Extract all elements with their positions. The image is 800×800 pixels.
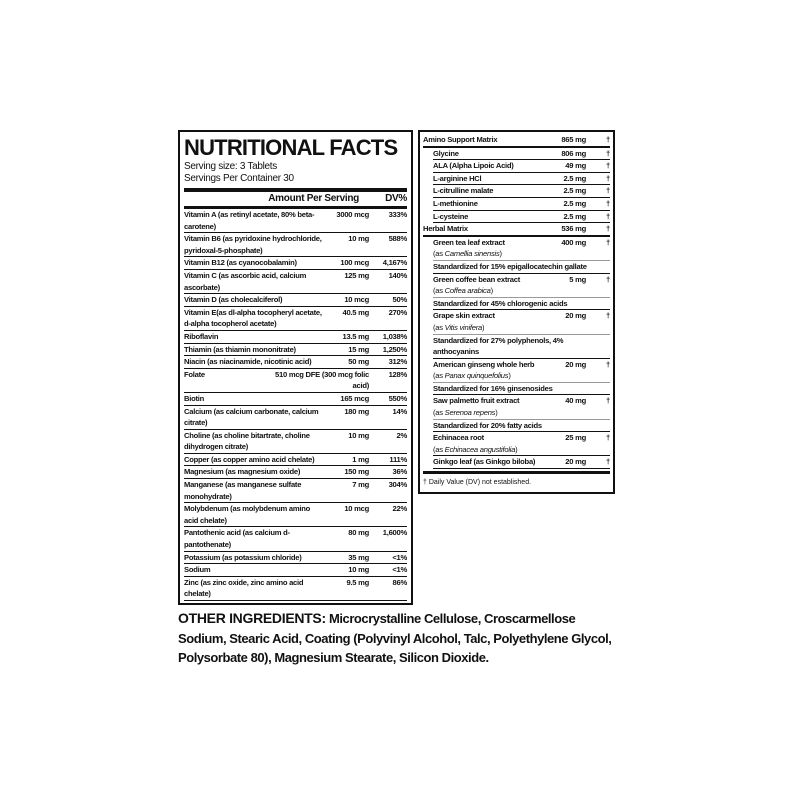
nutrient-list	[184, 209, 407, 601]
nutrient-amount: 50 mg	[348, 357, 369, 367]
ingredient-name: ALA (Alpha Lipoic Acid)	[433, 161, 514, 171]
ingredient-name-cell	[433, 237, 550, 260]
ingredient-name-cell	[433, 456, 550, 468]
ingredient-name: L-methionine	[433, 198, 478, 208]
dagger-mark: †	[606, 224, 610, 234]
dagger-mark: †	[606, 311, 610, 321]
ingredient-amount: 49 mg	[565, 161, 586, 171]
nutrient-row	[184, 294, 407, 307]
nutrient-amount: 165 mcg	[340, 393, 369, 403]
dagger-mark: †	[606, 457, 610, 467]
nutrient-dv: 333%	[388, 210, 407, 219]
ingredient-name-cell	[433, 310, 550, 333]
dagger-mark: †	[606, 396, 610, 406]
ingredient-amount: 2.5 mg	[563, 198, 586, 208]
dagger-mark: †	[606, 173, 610, 183]
nutrient-row	[184, 503, 407, 527]
nutrient-name: Vitamin C (as ascorbic acid, calcium ascorbate)	[184, 270, 307, 292]
ingredient-amount: 20 mg	[565, 457, 586, 467]
amino-matrix-row	[423, 134, 610, 148]
nutrient-amount: 40.5 mg	[342, 307, 369, 317]
amino-row	[433, 185, 610, 198]
nutrient-dv: 1,038%	[382, 331, 407, 341]
herbal-row	[433, 395, 610, 419]
standardization-note: Standardized for 15% epigallocatechin gallate	[433, 261, 610, 274]
nutrient-amount: 510 mcg DFE (300 mcg folic acid)	[275, 369, 369, 391]
amino-row	[433, 148, 610, 161]
column-header	[184, 192, 407, 209]
ingredient-label: Ginkgo leaf (as Ginkgo biloba)	[433, 457, 536, 467]
nutrient-row	[184, 356, 407, 369]
nutrient-amount: 10 mg	[348, 234, 369, 244]
dagger-mark: †	[606, 211, 610, 221]
ingredient-amount: 20 mg	[565, 359, 586, 369]
nutrient-name: Copper (as copper amino acid chelate)	[184, 454, 315, 464]
nutrient-dv: <1%	[392, 552, 407, 562]
supplement-matrix-panel	[418, 130, 615, 494]
other-ingredients	[178, 609, 623, 668]
footnote: † Daily Value (DV) not established.	[423, 471, 610, 490]
ingredient-amount: 2.5 mg	[563, 173, 586, 183]
amino-row	[433, 198, 610, 211]
herbal-row	[433, 359, 610, 383]
nutrient-row	[184, 430, 407, 454]
herbal-matrix-amount: 536 mg	[561, 224, 586, 234]
nutrient-name: Vitamin D (as cholecalciferol)	[184, 295, 283, 305]
nutrient-amount: 150 mg	[344, 467, 369, 477]
ingredient-source: (as Echinacea angustifolia)	[433, 444, 518, 454]
nutrient-name: Sodium	[184, 565, 211, 575]
herbal-matrix-name: Herbal Matrix	[423, 224, 468, 234]
ingredient-source: (as Serenoa repens)	[433, 408, 498, 418]
nutrient-row	[184, 233, 407, 257]
herbal-list	[423, 237, 610, 469]
nutrient-name: Thiamin (as thiamin mononitrate)	[184, 344, 296, 354]
nutrient-name: Manganese (as manganese sulfate monohydrate)	[184, 480, 302, 501]
nutrient-dv: 50%	[392, 295, 407, 305]
nutrient-row	[184, 564, 407, 577]
nutrient-row	[184, 307, 407, 331]
ingredient-amount: 20 mg	[565, 311, 586, 321]
nutrient-row	[184, 454, 407, 467]
amino-row	[433, 173, 610, 186]
ingredient-name: L-arginine HCl	[433, 173, 482, 183]
herbal-row	[433, 274, 610, 298]
herbal-row	[433, 456, 610, 469]
nutrient-row	[184, 369, 407, 393]
nutrient-name: Molybdenum (as molybdenum amino acid chelate)	[184, 504, 310, 525]
nutrient-row	[184, 577, 407, 601]
amount-header: Amount Per Serving	[268, 193, 359, 204]
nutrient-row	[184, 331, 407, 344]
nutrient-dv: 128%	[388, 369, 407, 379]
nutrient-dv: 588%	[388, 234, 407, 244]
nutrient-amount: 7 mg	[352, 480, 369, 490]
herbal-row	[433, 310, 610, 334]
nutrient-row	[184, 406, 407, 430]
nutrient-amount: 35 mg	[348, 552, 369, 562]
nutrient-dv: 270%	[388, 307, 407, 317]
standardization-note: Standardized for 27% polyphenols, 4% anthocyanins	[433, 335, 610, 359]
standardization-note: Standardized for 16% ginsenosides	[433, 383, 610, 396]
dagger-mark: †	[606, 148, 610, 158]
nutrient-amount: 125 mg	[344, 270, 369, 280]
amino-row	[433, 211, 610, 224]
ingredient-name-cell	[433, 274, 550, 297]
nutrient-dv: 140%	[388, 270, 407, 280]
nutrient-amount: 80 mg	[348, 528, 369, 538]
nutrient-name: Folate	[184, 369, 205, 379]
nutrient-amount: 9.5 mg	[346, 577, 369, 587]
standardization-note: Standardized for 20% fatty acids	[433, 420, 610, 433]
standardization-note: Standardized for 45% chlorogenic acids	[433, 298, 610, 311]
nutrient-name: Zinc (as zinc oxide, zinc amino acid chelate)	[184, 577, 304, 599]
ingredient-name-cell	[433, 432, 550, 455]
nutrient-dv: 1,600%	[382, 528, 407, 538]
ingredient-name: Glycine	[433, 148, 459, 158]
dagger-mark: †	[606, 359, 610, 369]
nutrient-amount: 1 mg	[352, 454, 369, 464]
ingredient-amount: 400 mg	[561, 237, 586, 247]
dagger-mark: †	[606, 433, 610, 443]
herbal-row	[433, 432, 610, 456]
dv-header: DV%	[385, 193, 407, 204]
nutrient-row	[184, 527, 407, 551]
ingredient-label: Green tea leaf extract	[433, 237, 505, 247]
ingredient-amount: 2.5 mg	[563, 186, 586, 196]
serving-size: Serving size: 3 Tablets	[184, 161, 277, 172]
nutrient-amount: 10 mcg	[344, 504, 369, 514]
ingredient-source: (as Panax quinquefolius)	[433, 371, 511, 381]
amino-matrix-name: Amino Support Matrix	[423, 135, 498, 144]
amino-matrix-amount: 865 mg	[561, 135, 586, 144]
nutrient-dv: 304%	[388, 480, 407, 490]
other-ingredients-label: OTHER INGREDIENTS:	[178, 610, 326, 626]
nutrient-dv: 86%	[392, 577, 407, 587]
herbal-matrix-row	[423, 223, 610, 237]
nutrient-row	[184, 393, 407, 406]
ingredient-name: L-cysteine	[433, 211, 469, 221]
ingredient-label: Grape skin extract	[433, 311, 495, 321]
ingredient-label: Saw palmetto fruit extract	[433, 396, 520, 406]
nutrient-dv: 14%	[392, 406, 407, 416]
nutrient-name: Potassium (as potassium chloride)	[184, 552, 302, 562]
nutrient-amount: 15 mg	[348, 344, 369, 354]
nutrient-amount: 13.5 mg	[342, 331, 369, 341]
nutrient-row	[184, 466, 407, 479]
nutrient-name: Choline (as choline bitartrate, choline dihydrogen citrate)	[184, 430, 310, 452]
dagger-mark: †	[606, 198, 610, 208]
nutrient-amount: 3000 mcg	[336, 210, 369, 219]
ingredient-label: Green coffee bean extract	[433, 274, 521, 284]
ingredient-amount: 2.5 mg	[563, 211, 586, 221]
nutrient-name: Niacin (as niacinamide, nicotinic acid)	[184, 357, 312, 367]
ingredient-amount: 806 mg	[561, 148, 586, 158]
nutrient-amount: 180 mg	[344, 406, 369, 416]
nutrient-name: Vitamin B6 (as pyridoxine hydrochloride, pyridoxal-5-phosphate)	[184, 234, 322, 255]
herbal-row	[433, 237, 610, 261]
panel-title: NUTRITIONAL FACTS	[184, 135, 398, 160]
amino-list	[423, 148, 610, 224]
dagger-mark: †	[606, 186, 610, 196]
ingredient-amount: 25 mg	[565, 433, 586, 443]
nutrient-amount: 10 mg	[348, 565, 369, 575]
nutrient-row	[184, 270, 407, 294]
ingredient-name-cell	[433, 359, 550, 382]
ingredient-amount: 5 mg	[569, 274, 586, 284]
nutrient-name: Pantothenic acid (as calcium d-pantothenate)	[184, 528, 290, 550]
dagger-mark: †	[606, 274, 610, 284]
nutrient-dv: 4,167%	[382, 258, 407, 268]
ingredient-source: (as Camellia sinensis)	[433, 249, 502, 259]
ingredient-name-cell	[433, 395, 550, 418]
nutrient-name: Magnesium (as magnesium oxide)	[184, 467, 301, 477]
nutrient-name: Vitamin B12 (as cyanocobalamin)	[184, 258, 297, 268]
nutrient-name: Biotin	[184, 393, 205, 403]
ingredient-label: American ginseng whole herb	[433, 359, 535, 369]
nutrient-row	[184, 479, 407, 503]
nutrient-dv: 2%	[396, 430, 407, 440]
nutrient-name: Calcium (as calcium carbonate, calcium citrate)	[184, 406, 319, 428]
ingredient-name: L-citrulline malate	[433, 186, 494, 196]
ingredient-label: Echinacea root	[433, 433, 484, 443]
nutrient-dv: 22%	[392, 504, 407, 514]
nutrient-dv: 1,250%	[382, 344, 407, 354]
nutrient-dv: 550%	[388, 393, 407, 403]
ingredient-source: (as Vitis vinifera)	[433, 322, 485, 332]
ingredient-source: (as Coffea arabica)	[433, 286, 493, 296]
nutrient-name: Vitamin A (as retinyl acetate, 80% beta-carotene)	[184, 210, 315, 231]
nutrient-row	[184, 209, 407, 233]
dagger-mark: †	[606, 135, 610, 144]
dagger-mark: †	[606, 237, 610, 247]
nutrient-amount: 10 mg	[348, 430, 369, 440]
nutrient-row	[184, 344, 407, 357]
dagger-mark: †	[606, 161, 610, 171]
nutrient-name: Riboflavin	[184, 331, 219, 341]
nutrient-row	[184, 257, 407, 270]
nutrient-row	[184, 552, 407, 565]
nutrient-dv: 111%	[389, 454, 407, 464]
nutrient-dv: 36%	[392, 467, 407, 477]
nutrient-dv: <1%	[392, 565, 407, 575]
nutrition-facts-panel	[178, 130, 413, 605]
nutrient-dv: 312%	[388, 357, 407, 367]
nutrient-amount: 100 mcg	[340, 258, 369, 268]
other-ingredients-text: Microcrystalline Cellulose, Croscarmellose Sodium, Stearic Acid, Coating (Polyvinyl Alcohol, Talc, Polyethylene Glycol, Polysorbate 80), Magnesium Stearate, Silicon Dioxide.	[178, 611, 612, 665]
ingredient-amount: 40 mg	[565, 396, 586, 406]
servings-per-container: Servings Per Container 30	[184, 173, 294, 184]
nutrient-name: Vitamin E(as dl-alpha tocopheryl acetate, d-alpha tocopherol acetate)	[184, 307, 322, 329]
nutrient-amount: 10 mcg	[344, 295, 369, 305]
amino-row	[433, 160, 610, 173]
